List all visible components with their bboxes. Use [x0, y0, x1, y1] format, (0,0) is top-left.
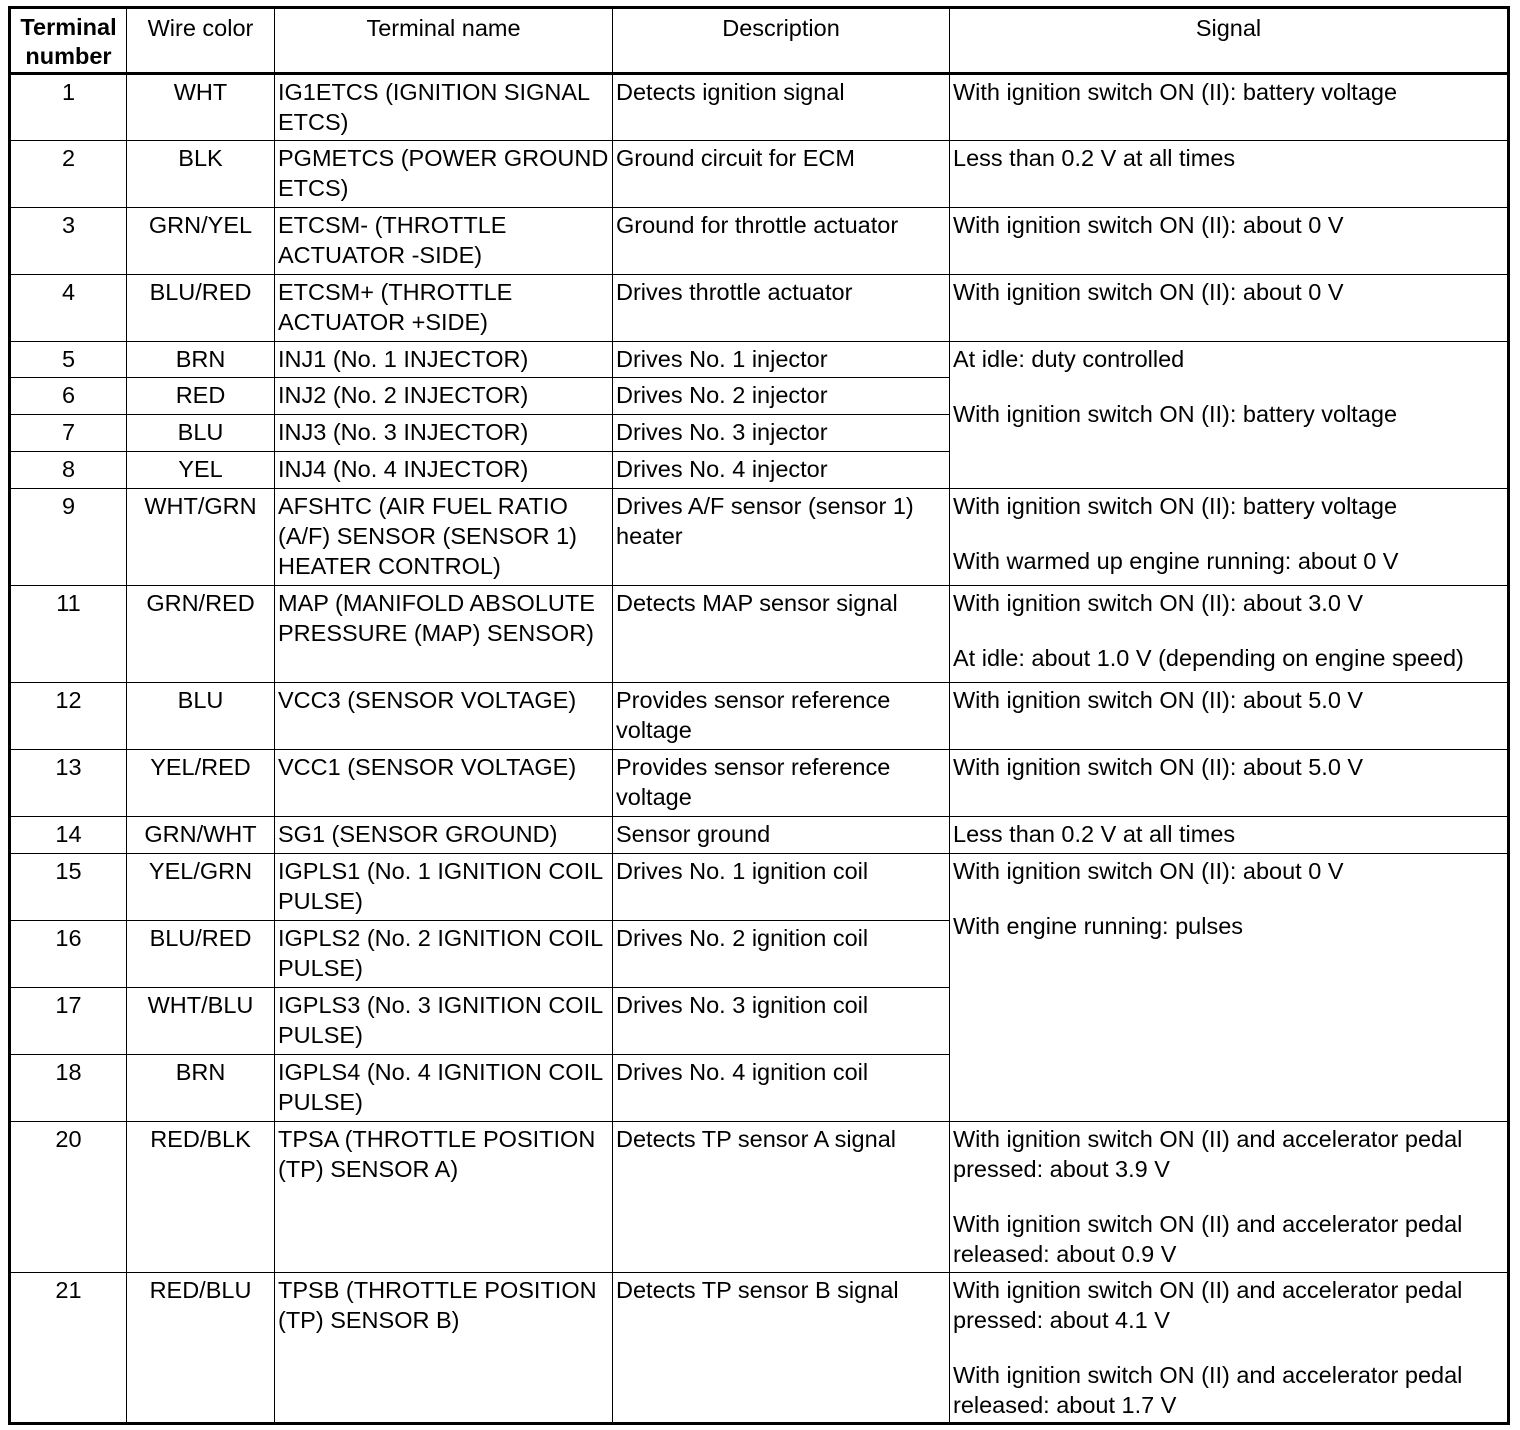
- terminal-number-cell: 15: [10, 854, 127, 921]
- terminal-number-cell: 1: [10, 74, 127, 141]
- signal-line: With ignition switch ON (II) and accelerator pedal pressed: about 4.1 V: [953, 1277, 1463, 1333]
- table-row: [10, 74, 1509, 141]
- description-cell: Drives No. 4 ignition coil: [613, 1055, 950, 1122]
- signal-line: Less than 0.2 V at all times: [953, 145, 1236, 171]
- wire-color-cell: BRN: [127, 342, 275, 378]
- signal-line: At idle: duty controlled: [953, 346, 1185, 372]
- terminal-number-cell: 8: [10, 452, 127, 489]
- table-row: [10, 1122, 1509, 1273]
- wire-color-cell: GRN/WHT: [127, 817, 275, 854]
- signal-cell: [950, 750, 1509, 817]
- signal-line: With ignition switch ON (II) and accelerator pedal pressed: about 3.9 V: [953, 1126, 1463, 1182]
- wire-color-cell: GRN/YEL: [127, 208, 275, 275]
- terminal-number-cell: 4: [10, 275, 127, 342]
- terminal-number-cell: 20: [10, 1122, 127, 1273]
- table-row: [10, 854, 1509, 921]
- signal-line: With ignition switch ON (II): battery voltage: [953, 401, 1398, 427]
- signal-line: With ignition switch ON (II): about 3.0 V: [953, 590, 1364, 616]
- terminal-name-cell: ETCSM- (THROTTLE ACTUATOR -SIDE): [275, 208, 613, 275]
- terminal-number-cell: 14: [10, 817, 127, 854]
- description-cell: Drives No. 1 injector: [613, 342, 950, 378]
- description-cell: Detects MAP sensor signal: [613, 586, 950, 683]
- terminal-name-cell: ETCSM+ (THROTTLE ACTUATOR +SIDE): [275, 275, 613, 342]
- terminal-number-cell: 6: [10, 378, 127, 415]
- table-row: [10, 342, 1509, 378]
- terminal-name-cell: TPSA (THROTTLE POSITION (TP) SENSOR A): [275, 1122, 613, 1273]
- terminal-number-cell: 12: [10, 683, 127, 750]
- wire-color-cell: RED/BLK: [127, 1122, 275, 1273]
- signal-line: With ignition switch ON (II): about 5.0 V: [953, 754, 1364, 780]
- wire-color-cell: GRN/RED: [127, 586, 275, 683]
- header-terminal-number: Terminal number: [10, 8, 127, 74]
- terminal-name-cell: INJ3 (No. 3 INJECTOR): [275, 415, 613, 452]
- description-cell: Provides sensor reference voltage: [613, 750, 950, 817]
- terminal-number-cell: 21: [10, 1273, 127, 1424]
- terminal-name-cell: IGPLS2 (No. 2 IGNITION COIL PULSE): [275, 921, 613, 988]
- terminal-number-cell: 2: [10, 141, 127, 208]
- description-cell: Sensor ground: [613, 817, 950, 854]
- wire-color-cell: RED: [127, 378, 275, 415]
- terminal-name-cell: VCC1 (SENSOR VOLTAGE): [275, 750, 613, 817]
- wire-color-cell: RED/BLU: [127, 1273, 275, 1424]
- terminal-name-cell: MAP (MANIFOLD ABSOLUTE PRESSURE (MAP) SENSOR): [275, 586, 613, 683]
- terminal-name-cell: IG1ETCS (IGNITION SIGNAL ETCS): [275, 74, 613, 141]
- terminal-number-cell: 16: [10, 921, 127, 988]
- terminal-number-cell: 3: [10, 208, 127, 275]
- signal-line: Less than 0.2 V at all times: [953, 821, 1236, 847]
- terminal-number-cell: 9: [10, 489, 127, 586]
- signal-cell: [950, 683, 1509, 750]
- header-wire-color: Wire color: [127, 8, 275, 74]
- terminal-table: [8, 6, 1510, 1425]
- signal-line: With ignition switch ON (II): about 0 V: [953, 212, 1344, 238]
- signal-line: With ignition switch ON (II) and accelerator pedal released: about 0.9 V: [953, 1211, 1463, 1267]
- terminal-name-cell: VCC3 (SENSOR VOLTAGE): [275, 683, 613, 750]
- table-row: [10, 586, 1509, 683]
- terminal-name-cell: AFSHTC (AIR FUEL RATIO (A/F) SENSOR (SENSOR 1) HEATER CONTROL): [275, 489, 613, 586]
- wire-color-cell: BLU: [127, 415, 275, 452]
- description-cell: Detects ignition signal: [613, 74, 950, 141]
- signal-cell: [950, 586, 1509, 683]
- terminal-name-cell: PGMETCS (POWER GROUND ETCS): [275, 141, 613, 208]
- terminal-number-cell: 18: [10, 1055, 127, 1122]
- wire-color-cell: BLU/RED: [127, 275, 275, 342]
- header-terminal-name: Terminal name: [275, 8, 613, 74]
- terminal-name-cell: TPSB (THROTTLE POSITION (TP) SENSOR B): [275, 1273, 613, 1424]
- table-row: [10, 275, 1509, 342]
- signal-line: With warmed up engine running: about 0 V: [953, 548, 1399, 574]
- signal-cell: [950, 1122, 1509, 1273]
- signal-cell: [950, 208, 1509, 275]
- signal-line: With ignition switch ON (II): battery voltage: [953, 79, 1398, 105]
- description-cell: Drives No. 3 injector: [613, 415, 950, 452]
- terminal-name-cell: IGPLS1 (No. 1 IGNITION COIL PULSE): [275, 854, 613, 921]
- wire-color-cell: BLU/RED: [127, 921, 275, 988]
- header-row: [10, 8, 1509, 74]
- signal-cell: [950, 1273, 1509, 1424]
- terminal-number-cell: 17: [10, 988, 127, 1055]
- table-row: [10, 683, 1509, 750]
- wire-color-cell: BLK: [127, 141, 275, 208]
- terminal-name-cell: INJ2 (No. 2 INJECTOR): [275, 378, 613, 415]
- signal-cell: [950, 342, 1509, 489]
- terminal-number-cell: 5: [10, 342, 127, 378]
- wire-color-cell: YEL: [127, 452, 275, 489]
- terminal-number-cell: 13: [10, 750, 127, 817]
- description-cell: Ground for throttle actuator: [613, 208, 950, 275]
- wire-color-cell: WHT/GRN: [127, 489, 275, 586]
- description-cell: Provides sensor reference voltage: [613, 683, 950, 750]
- wire-color-cell: YEL/RED: [127, 750, 275, 817]
- description-cell: Drives No. 1 ignition coil: [613, 854, 950, 921]
- signal-line: At idle: about 1.0 V (depending on engine speed): [953, 645, 1464, 671]
- description-cell: Drives No. 2 injector: [613, 378, 950, 415]
- wire-color-cell: BRN: [127, 1055, 275, 1122]
- description-cell: Drives A/F sensor (sensor 1) heater: [613, 489, 950, 586]
- description-cell: Ground circuit for ECM: [613, 141, 950, 208]
- terminal-number-cell: 7: [10, 415, 127, 452]
- terminal-name-cell: INJ4 (No. 4 INJECTOR): [275, 452, 613, 489]
- description-cell: Drives No. 2 ignition coil: [613, 921, 950, 988]
- signal-cell: [950, 817, 1509, 854]
- description-cell: Detects TP sensor B signal: [613, 1273, 950, 1424]
- terminal-number-cell: 11: [10, 586, 127, 683]
- wire-color-cell: BLU: [127, 683, 275, 750]
- terminal-name-cell: IGPLS3 (No. 3 IGNITION COIL PULSE): [275, 988, 613, 1055]
- wire-color-cell: WHT: [127, 74, 275, 141]
- signal-cell: [950, 275, 1509, 342]
- signal-line: With ignition switch ON (II): about 0 V: [953, 279, 1344, 305]
- wire-color-cell: YEL/GRN: [127, 854, 275, 921]
- table-body: [10, 74, 1509, 1424]
- table-row: [10, 817, 1509, 854]
- table-row: [10, 1273, 1509, 1424]
- table-row: [10, 141, 1509, 208]
- table-header: [10, 8, 1509, 74]
- signal-cell: [950, 74, 1509, 141]
- signal-line: With ignition switch ON (II): battery voltage: [953, 493, 1398, 519]
- description-cell: Detects TP sensor A signal: [613, 1122, 950, 1273]
- wire-color-cell: WHT/BLU: [127, 988, 275, 1055]
- table-row: [10, 750, 1509, 817]
- description-cell: Drives No. 3 ignition coil: [613, 988, 950, 1055]
- table-row: [10, 208, 1509, 275]
- header-signal: Signal: [950, 8, 1509, 74]
- terminal-name-cell: IGPLS4 (No. 4 IGNITION COIL PULSE): [275, 1055, 613, 1122]
- terminal-name-cell: SG1 (SENSOR GROUND): [275, 817, 613, 854]
- signal-cell: [950, 141, 1509, 208]
- signal-line: With ignition switch ON (II): about 0 V: [953, 858, 1344, 884]
- header-description: Description: [613, 8, 950, 74]
- table-row: [10, 489, 1509, 586]
- signal-line: With ignition switch ON (II) and accelerator pedal released: about 1.7 V: [953, 1362, 1463, 1418]
- signal-line: With engine running: pulses: [953, 913, 1244, 939]
- terminal-name-cell: INJ1 (No. 1 INJECTOR): [275, 342, 613, 378]
- description-cell: Drives No. 4 injector: [613, 452, 950, 489]
- signal-line: With ignition switch ON (II): about 5.0 V: [953, 687, 1364, 713]
- signal-cell: [950, 489, 1509, 586]
- description-cell: Drives throttle actuator: [613, 275, 950, 342]
- signal-cell: [950, 854, 1509, 1122]
